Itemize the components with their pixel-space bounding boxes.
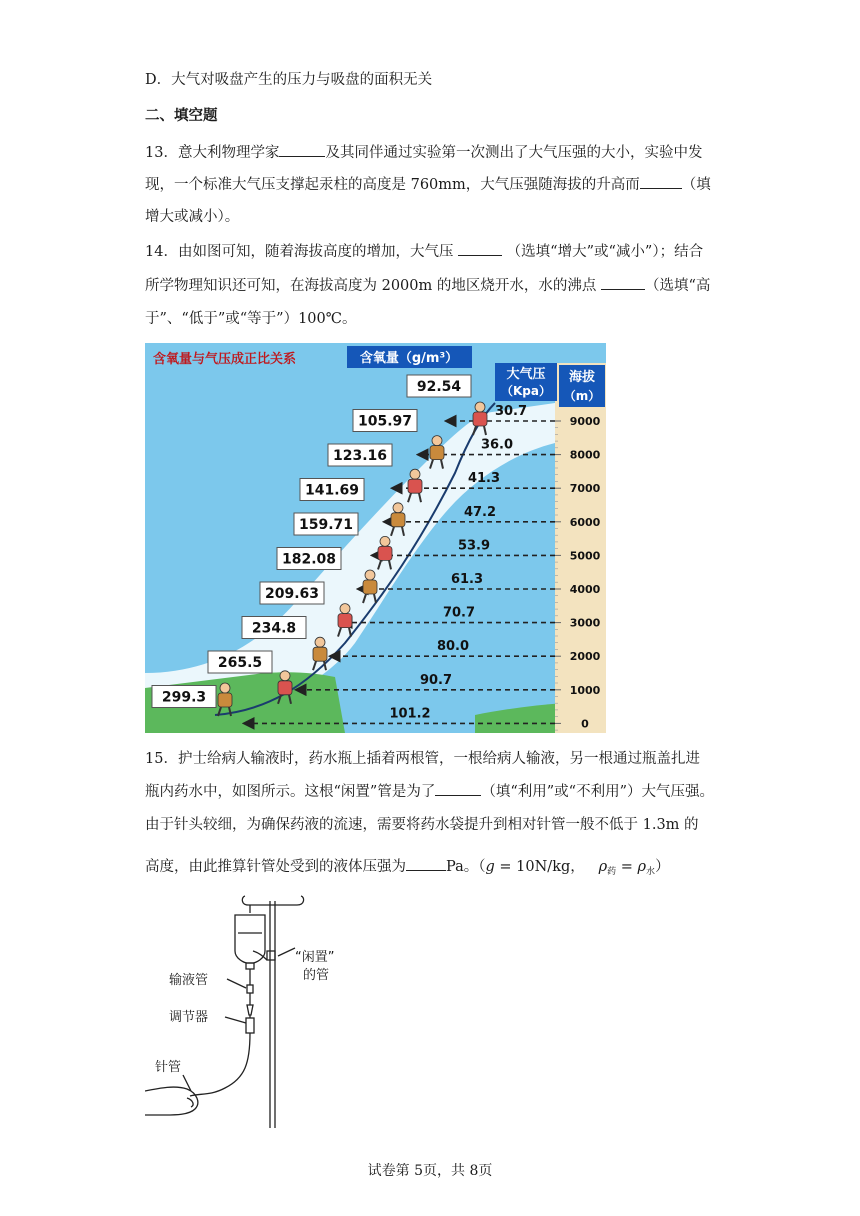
oxygen-value: 141.69 [304, 482, 360, 499]
q14-text-2b: （选填“高 [644, 278, 711, 294]
pressure-value: 70.7 [442, 605, 476, 621]
climber-body [363, 580, 377, 594]
climber-body [338, 614, 352, 628]
q15-g-value: = 10N/kg， [494, 859, 585, 875]
climber-head [365, 570, 375, 580]
option-d: D．大气对吸盘产生的压力与吸盘的面积无关 [145, 72, 433, 88]
infusion-tube-bottom [190, 1033, 250, 1096]
q15-sub-water: 水 [646, 867, 656, 877]
climber-head [220, 683, 230, 693]
oxygen-value: 105.97 [357, 413, 413, 430]
climber-head [475, 402, 485, 412]
q15-end: ） [655, 859, 670, 875]
altitude-value: 2000 [569, 650, 601, 664]
climber-head [432, 436, 442, 446]
label-needle: 针管 [155, 1060, 182, 1075]
q15-text-2a: 瓶内药水中，如图所示。这根“闲置”管是为了 [145, 784, 436, 800]
altitude-value: 3000 [569, 616, 601, 630]
climber-head [315, 637, 325, 647]
bottle-cap [246, 963, 254, 969]
q14-text-2a: 所学物理知识还可知，在海拔高度为 2000m 的地区烧开水，水的沸点 [145, 278, 597, 294]
pressure-value: 53.9 [457, 538, 491, 554]
q14-text-1a: 14．由如图可知，随着海拔高度的增加，大气压 [145, 244, 454, 260]
q14-text-3: 于”、“低于”或“等于”）100℃。 [145, 311, 357, 327]
label-idle-2: 的管 [303, 968, 330, 983]
q13-text-2a: 现，一个标准大气压支撑起汞柱的高度是 760mm，大气压强随海拔的升高而 [145, 177, 640, 193]
oxygen-value: 182.08 [281, 551, 337, 568]
altitude-value: 4000 [569, 583, 601, 596]
altitude-value: 0 [581, 717, 589, 731]
climber-head [280, 671, 290, 681]
filter [247, 1005, 253, 1015]
q13-text-1b: 及其同伴通过实验第一次测出了大气压强的大小，实验中发 [325, 145, 703, 161]
climber-head [410, 469, 420, 479]
section-title: 二、填空题 [145, 107, 218, 124]
pressure-value: 61.3 [450, 572, 484, 587]
q15-blank-1[interactable] [435, 781, 481, 796]
pressure-value: 30.7 [494, 404, 528, 419]
hand-finger [187, 1098, 193, 1107]
pressure-value: 90.7 [419, 672, 453, 688]
q13-text-3: 增大或减小）。 [145, 209, 240, 225]
climber-body [391, 513, 405, 527]
pressure-header-2: （Kpa） [501, 384, 551, 398]
q14-blank-2[interactable] [601, 275, 645, 290]
oxygen-value: 159.71 [298, 517, 354, 533]
pressure-value: 80.0 [436, 639, 470, 655]
altitude-value: 9000 [569, 415, 601, 428]
q14-blank-1[interactable] [458, 241, 502, 256]
altitude-value: 6000 [569, 515, 601, 529]
q14-text-1b: （选填“增大”或“减小”）；结合 [506, 244, 704, 260]
label-line-regulator [225, 1017, 246, 1023]
idle-tube-clip [267, 951, 275, 960]
pressure-header-1: 大气压 [506, 367, 546, 382]
pressure-value: 36.0 [480, 437, 514, 453]
iv-hook-left [242, 896, 248, 905]
q15-text-4a: 高度，由此推算针管处受到的液体压强为 [145, 859, 406, 875]
page-footer: 试卷第 5页，共 8页 [367, 1163, 493, 1179]
label-idle-1: “闲置” [295, 950, 335, 965]
climber-head [393, 503, 403, 513]
q13-blank-2[interactable] [640, 174, 682, 189]
label-line-tube [227, 979, 246, 988]
patient-hand [145, 1087, 198, 1115]
q15-text-2b: （填“利用”或“不利用”）大气压强。 [481, 784, 714, 800]
q15-text-3: 由于针头较细，为确保药液的流速，需要将药水袋提升到相对针管一般不低于 1.3m 的 [145, 817, 699, 833]
q13-text-2b: （填 [681, 177, 711, 193]
oxygen-value: 209.63 [264, 586, 320, 602]
drip-chamber [247, 985, 253, 993]
iv-hook-right [297, 896, 304, 905]
q15-g: g [485, 859, 495, 875]
climber-body [473, 412, 487, 426]
climber-body [378, 546, 392, 560]
regulator [246, 1018, 254, 1033]
altitude-value: 1000 [569, 683, 601, 697]
pressure-value: 101.2 [389, 706, 431, 722]
q15-rho-drug: ρ [598, 859, 608, 875]
drug-bottle [235, 915, 265, 963]
iv-drip-svg [145, 893, 385, 1128]
q15-text-4b: Pa。（ [446, 859, 486, 875]
pressure-value: 41.3 [467, 471, 501, 487]
climber-head [340, 604, 350, 614]
altitude-header-2: （m） [563, 389, 601, 403]
label-line-idle [278, 948, 295, 956]
oxygen-value: 265.5 [217, 655, 263, 671]
climber-head [380, 536, 390, 546]
q13-text-1a: 13．意大利物理学家 [145, 145, 280, 161]
q15-rho-water: ρ [637, 859, 647, 875]
q15-blank-2[interactable] [406, 856, 446, 871]
oxygen-value: 299.3 [161, 689, 207, 706]
oxygen-value: 92.54 [416, 379, 462, 395]
q13-blank-1[interactable] [279, 142, 325, 157]
altitude-value: 8000 [569, 448, 601, 462]
pressure-value: 47.2 [463, 504, 497, 520]
altitude-pressure-figure [145, 343, 606, 733]
oxygen-header: 含氧量（g/m³） [359, 351, 459, 366]
climber-body [430, 446, 444, 460]
label-tube: 输液管 [169, 973, 209, 988]
q15-sub-drug: 药 [607, 867, 617, 877]
q15-eq: = [616, 859, 638, 875]
q15-text-1: 15．护士给病人输液时，药水瓶上插着两根管，一根给病人输液，另一根通过瓶盖扎进 [145, 751, 700, 767]
altitude-header-1: 海拔 [568, 370, 596, 385]
oxygen-value: 234.8 [251, 620, 297, 637]
climber-body [313, 647, 327, 661]
altitude-value: 7000 [569, 482, 601, 496]
oxygen-value: 123.16 [332, 448, 388, 464]
altitude-pressure-svg [145, 343, 606, 733]
climber-body [218, 693, 232, 707]
climber-body [408, 479, 422, 493]
altitude-value: 5000 [569, 549, 601, 563]
iv-drip-figure [145, 893, 385, 1128]
figure-title: 含氧量与气压成正比关系 [153, 352, 297, 367]
label-regulator: 调节器 [169, 1010, 209, 1025]
climber-body [278, 681, 292, 695]
